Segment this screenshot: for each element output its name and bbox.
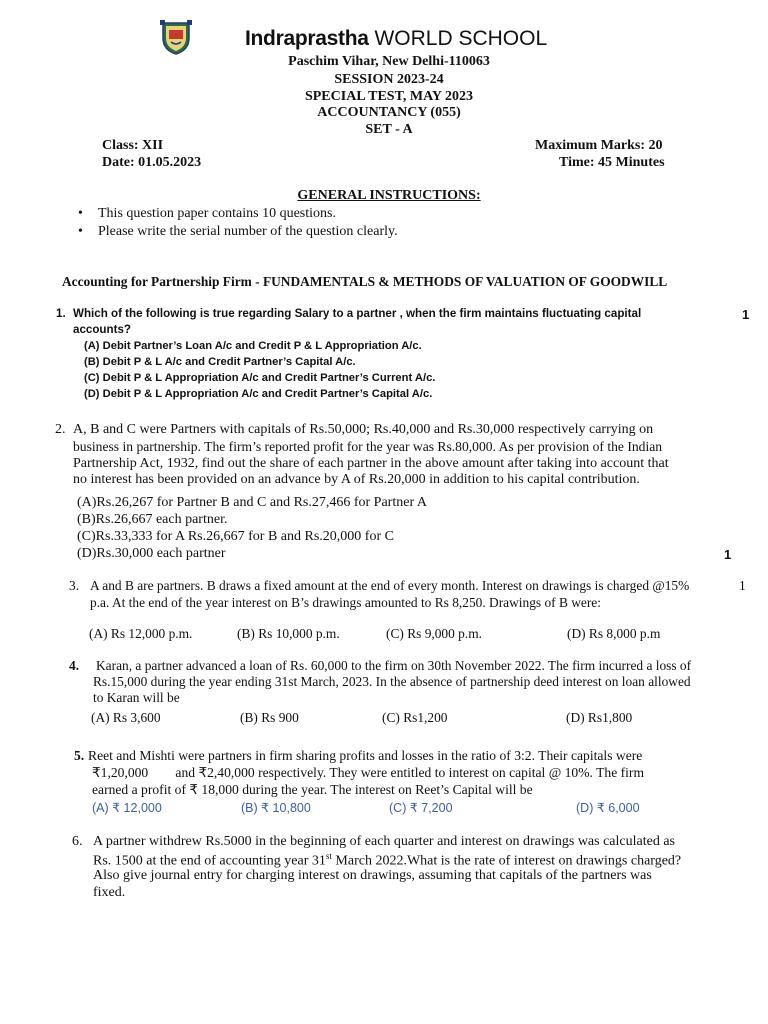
school-name-bold: Indraprastha <box>245 27 369 50</box>
q6-line1: A partner withdrew Rs.5000 in the beginning of each quarter and interest on drawings was calculated as <box>93 834 675 849</box>
q2-line4: no interest has been provided on an advance by A of Rs.20,000 in addition to his capital contribution. <box>73 472 640 487</box>
q1-option-c: (C) Debit P & L Appropriation A/c and Credit Partner’s Current A/c. <box>84 372 436 384</box>
q5-option-b: (B) ₹ 10,800 <box>241 801 311 815</box>
q4-option-c: (C) Rs1,200 <box>382 710 448 725</box>
q1-text-line1: Which of the following is true regarding Salary to a partner , when the firm maintains fluctuating capital <box>73 307 642 320</box>
instruction-item: • Please write the serial number of the question clearly. <box>78 223 398 241</box>
q1-option-d: (D) Debit P & L Appropriation A/c and Credit Partner’s Capital A/c. <box>84 388 433 400</box>
class-label: Class: XII <box>102 138 164 153</box>
q5-option-d: (D) ₹ 6,000 <box>576 801 640 815</box>
q1-marks: 1 <box>742 307 750 322</box>
q3-option-b: (B) Rs 10,000 p.m. <box>237 626 340 641</box>
q3-option-a: (A) Rs 12,000 p.m. <box>89 626 193 641</box>
q5-option-c: (C) ₹ 7,200 <box>389 801 453 815</box>
q3-line1: A and B are partners. B draws a fixed amount at the end of every month. Interest on drawings is charged @15% <box>90 578 690 593</box>
school-name-rest: WORLD SCHOOL <box>374 27 548 50</box>
q1-option-a: (A) Debit Partner’s Loan A/c and Credit P & L Appropriation A/c. <box>84 340 422 352</box>
q4-line1: Karan, a partner advanced a loan of Rs. 60,000 to the firm on 30th November 2022. The firm incurred a loss of <box>96 658 692 673</box>
date-label: Date: 01.05.2023 <box>102 155 202 170</box>
q2-line2: business in partnership. The firm’s reported profit for the year was Rs.80,000. As per provision of the Indian <box>73 439 663 454</box>
q6-number: 6. <box>72 834 83 849</box>
q5-line3: earned a profit of ₹ 18,000 during the year. The interest on Reet’s Capital will be <box>92 782 533 797</box>
q2-number: 2. <box>55 422 66 437</box>
q2-line3: Partnership Act, 1932, find out the share of each partner in the above amount after taking into account that <box>73 456 669 471</box>
time-label: Time: 45 Minutes <box>559 155 665 170</box>
q6-line2-post: March 2022.What is the rate of interest on drawings charged? <box>331 853 682 869</box>
q4-option-d: (D) Rs1,800 <box>566 710 633 725</box>
q3-option-c: (C) Rs 9,000 p.m. <box>386 626 482 641</box>
section-title: Accounting for Partnership Firm - FUNDAMENTALS & METHODS OF VALUATION OF GOODWILL <box>62 274 668 289</box>
school-address: Paschim Vihar, New Delhi-110063 <box>288 54 490 69</box>
general-instructions-title: GENERAL INSTRUCTIONS: <box>297 188 481 203</box>
q4-line2: Rs.15,000 during the year ending 31st March, 2023. In the absence of partnership deed interest on loan allowed <box>93 674 691 689</box>
q2-option-a: (A)Rs.26,267 for Partner B and C and Rs.27,466 for Partner A <box>77 495 427 510</box>
q2-line1: A, B and C were Partners with capitals of Rs.50,000; Rs.40,000 and Rs.30,000 respectively carrying on <box>73 422 654 437</box>
q6-line2-sup: st <box>325 851 332 861</box>
q2-marks: 1 <box>724 547 732 562</box>
subject-title: ACCOUNTANCY (055) <box>317 105 461 120</box>
q5-line2: ₹1,20,000 and ₹2,40,000 respectively. They were entitled to interest on capital @ 10%. The firm <box>92 765 645 780</box>
q5-option-a: (A) ₹ 12,000 <box>92 801 162 815</box>
q2-option-b: (B)Rs.26,667 each partner. <box>77 512 228 527</box>
q2-option-d: (D)Rs.30,000 each partner <box>77 546 226 561</box>
q6-line2 <box>93 851 681 870</box>
q1-text-line2: accounts? <box>73 323 131 336</box>
q3-marks: 1 <box>739 578 746 593</box>
q4-option-a: (A) Rs 3,600 <box>91 710 161 725</box>
instruction-item: • This question paper contains 10 questions. <box>78 205 398 223</box>
school-crest-icon <box>160 20 192 56</box>
max-marks-label: Maximum Marks: 20 <box>535 138 663 153</box>
instructions-list <box>78 205 398 241</box>
q5-line1: Reet and Mishti were partners in firm sharing profits and losses in the ratio of 3:2. Their capitals were <box>88 748 643 763</box>
q3-number: 3. <box>69 578 80 593</box>
school-name <box>245 27 547 51</box>
q3-option-d: (D) Rs 8,000 p.m <box>567 626 661 641</box>
q6-line3: Also give journal entry for charging interest on drawings, assuming that capitals of the partners was <box>93 868 652 883</box>
q3-line2: p.a. At the end of the year interest on B’s drawings amounted to Rs 8,250. Drawings of B were: <box>90 595 601 610</box>
q4-option-b: (B) Rs 900 <box>240 710 299 725</box>
set-label: SET - A <box>365 122 413 137</box>
q6-line2-pre: Rs. 1500 at the end of accounting year 31 <box>93 853 326 869</box>
q5-number: 5. <box>74 748 85 763</box>
q1-number: 1. <box>56 307 66 320</box>
q4-line3: to Karan will be <box>93 690 180 705</box>
q1-option-b: (B) Debit P & L A/c and Credit Partner’s Capital A/c. <box>84 356 356 368</box>
q4-number: 4. <box>69 658 80 673</box>
q6-line4: fixed. <box>93 885 126 900</box>
session-label: SESSION 2023-24 <box>334 72 444 87</box>
q2-option-c: (C)Rs.33,333 for A Rs.26,667 for B and Rs.20,000 for C <box>77 529 394 544</box>
test-title: SPECIAL TEST, MAY 2023 <box>304 89 474 104</box>
